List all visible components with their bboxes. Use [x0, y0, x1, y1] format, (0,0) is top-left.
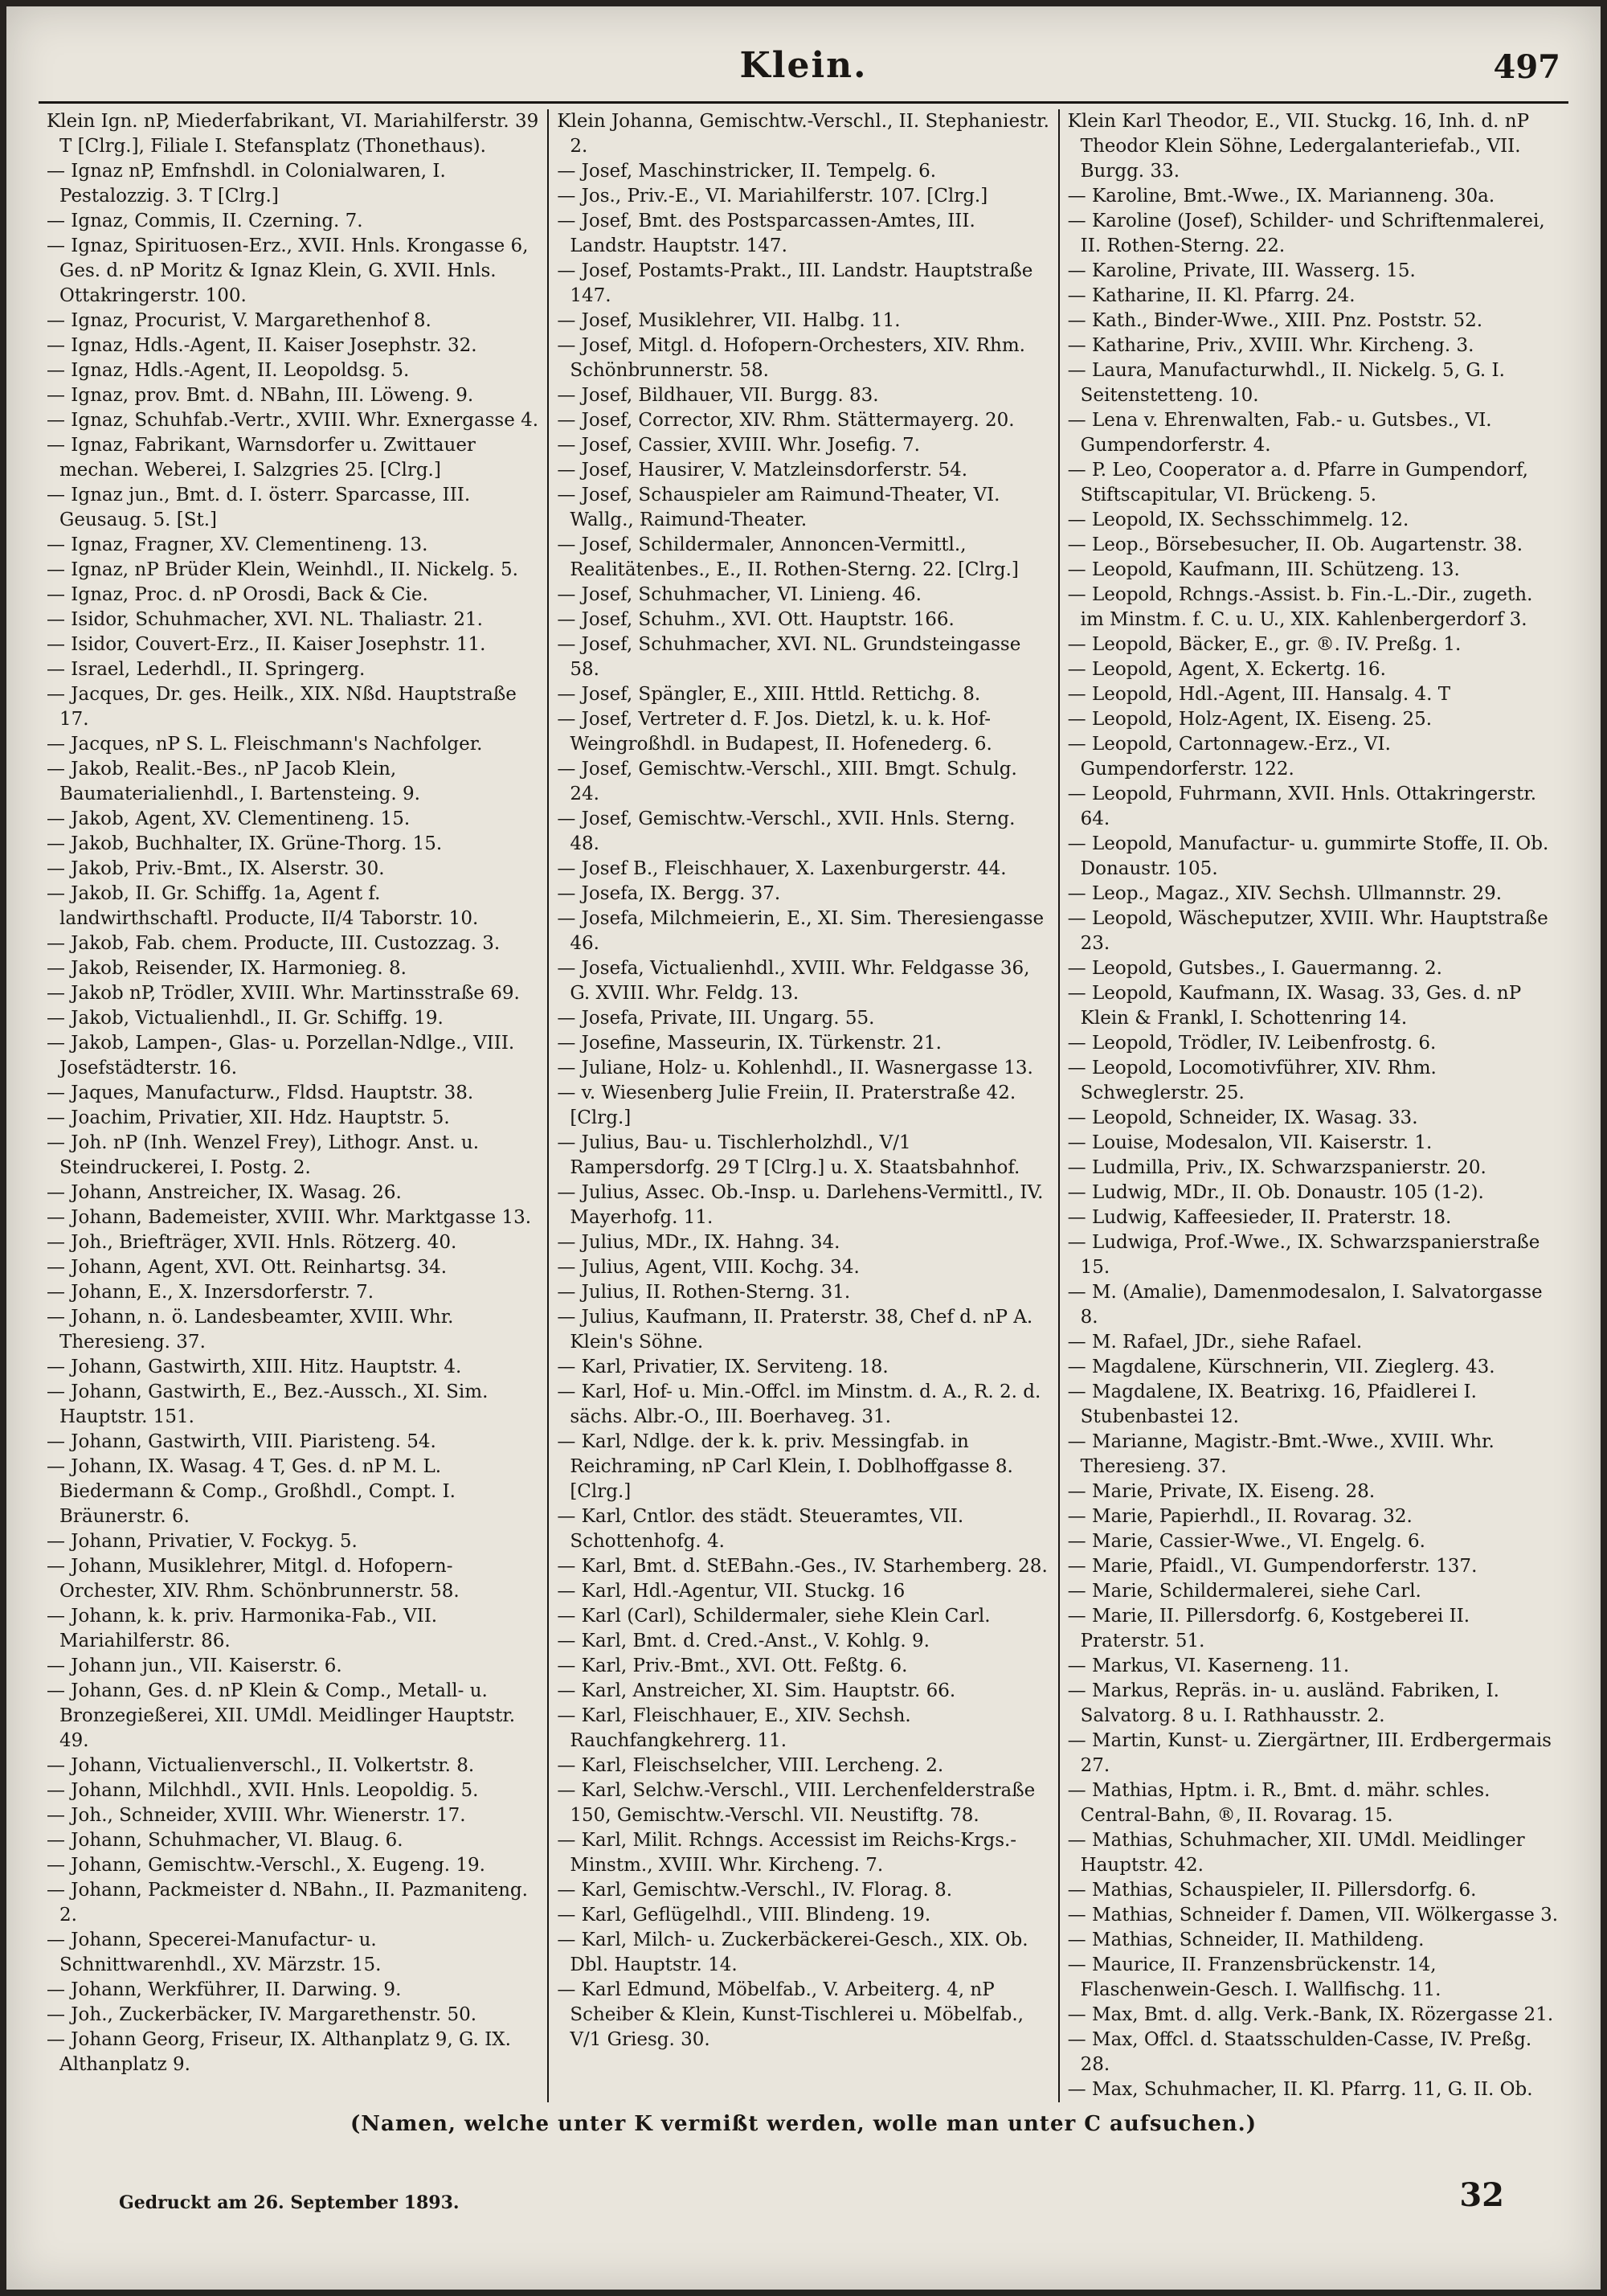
- directory-entry: — Ignaz, Proc. d. nP Orosdi, Back & Cie.: [47, 584, 428, 605]
- directory-entry: — Isidor, Schuhmacher, XVI. NL. Thaliastr. 21.: [47, 609, 483, 630]
- directory-entry: — Josef, Schuhmacher, VI. Linieng. 46.: [557, 584, 922, 605]
- directory-entry: — Ignaz, Fragner, XV. Clementineng. 13.: [47, 534, 428, 555]
- directory-entry: — Karl Edmund, Möbelfab., V. Arbeiterg. 4, nP Scheiber & Klein, Kunst-Tischlerei u. Möbelfab., V/1 Griesg. 30.: [557, 1979, 1024, 2050]
- directory-entry: Klein Ign. nP, Miederfabrikant, VI. Mariahilferstr. 39 T [Clrg.], Filiale I. Stefansplatz (Thonethaus).: [47, 111, 539, 157]
- directory-entry: — Karl, Ndlge. der k. k. priv. Messingfab. in Reichraming, nP Carl Klein, I. Doblhoffgasse 8. [Clrg.]: [557, 1431, 1013, 1502]
- directory-entry: — Katharine, Priv., XVIII. Whr. Kircheng. 3.: [1067, 335, 1474, 356]
- directory-entry: — Marie, Cassier-Wwe., VI. Engelg. 6.: [1067, 1531, 1425, 1552]
- print-date: Gedruckt am 26. September 1893.: [119, 2192, 460, 2213]
- directory-entry: — Jakob, Victualienhdl., II. Gr. Schiffg. 19.: [47, 1008, 444, 1029]
- directory-entry: — Johann, Specerei-Manufactur- u. Schnittwarenhdl., XV. Märzstr. 15.: [47, 1930, 382, 1975]
- directory-entry: — Jacques, Dr. ges. Heilk., XIX. Nßd. Hauptstraße 17.: [47, 684, 517, 730]
- directory-entry: — Joh., Zuckerbäcker, IV. Margarethenstr. 50.: [47, 2004, 477, 2025]
- column-3: [1058, 109, 1568, 2102]
- directory-entry: — Johann, Agent, XVI. Ott. Reinhartsg. 34.: [47, 1257, 448, 1278]
- directory-entry: — Josef, Mitgl. d. Hofopern-Orchesters, XIV. Rhm. Schönbrunnerstr. 58.: [557, 335, 1025, 381]
- directory-entry: — Marianne, Magistr.-Bmt.-Wwe., XVIII. Whr. Theresieng. 37.: [1067, 1431, 1495, 1477]
- directory-entry: — Josef, Bildhauer, VII. Burgg. 83.: [557, 385, 879, 406]
- directory-entry: — Ignaz, Fabrikant, Warnsdorfer u. Zwittauer mechan. Weberei, I. Salzgries 25. [Clrg.]: [47, 435, 476, 481]
- directory-entry: — Karl, Privatier, IX. Serviteng. 18.: [557, 1357, 889, 1377]
- directory-entry: — Karl, Priv.-Bmt., XVI. Ott. Feßtg. 6.: [557, 1655, 908, 1676]
- directory-entry: — Josefa, Private, III. Ungarg. 55.: [557, 1008, 875, 1029]
- directory-entry: — Josef, Gemischtw.-Verschl., XIII. Bmgt. Schulg. 24.: [557, 759, 1017, 804]
- directory-entry: — Karl, Anstreicher, XI. Sim. Hauptstr. 66.: [557, 1680, 956, 1701]
- directory-entry: — Mathias, Hptm. i. R., Bmt. d. mähr. schles. Central-Bahn, ®, II. Rovarag. 15.: [1067, 1780, 1490, 1826]
- directory-entry: — Leopold, Locomotivführer, XIV. Rhm. Schweglerstr. 25.: [1067, 1058, 1437, 1103]
- directory-entry: — Lena v. Ehrenwalten, Fab.- u. Gutsbes., VI. Gumpendorferstr. 4.: [1067, 410, 1492, 456]
- directory-entry: — Ignaz jun., Bmt. d. I. österr. Sparcasse, III. Geusaug. 5. [St.]: [47, 485, 471, 530]
- directory-entry: — Johann, Gemischtw.-Verschl., X. Eugeng. 19.: [47, 1855, 485, 1876]
- directory-entry: — M. (Amalie), Damenmodesalon, I. Salvatorgasse 8.: [1067, 1282, 1543, 1328]
- directory-entry: — Josef, Musiklehrer, VII. Halbg. 11.: [557, 310, 901, 331]
- directory-entry: — Mathias, Schneider f. Damen, VII. Wölkergasse 3.: [1067, 1905, 1559, 1926]
- directory-entry: — Johann, Milchhdl., XVII. Hnls. Leopoldig. 5.: [47, 1780, 479, 1801]
- directory-entry: — Leop., Magaz., XIV. Sechsh. Ullmannstr. 29.: [1067, 883, 1503, 904]
- directory-entry: — Ignaz, nP Brüder Klein, Weinhdl., II. Nickelg. 5.: [47, 559, 518, 580]
- directory-entry: — Maurice, II. Franzensbrückenstr. 14, Flaschenwein-Gesch. I. Wallfischg. 11.: [1067, 1954, 1441, 2000]
- directory-entry: — Katharine, II. Kl. Pfarrg. 24.: [1067, 285, 1356, 306]
- signature-number: 32: [1459, 2176, 1504, 2214]
- directory-entry: — Max, Offcl. d. Staatsschulden-Casse, IV. Preßg. 28.: [1067, 2029, 1532, 2075]
- directory-entry: — Jakob, Reisender, IX. Harmonieg. 8.: [47, 958, 407, 979]
- directory-entry: — Johann, Schuhmacher, VI. Blaug. 6.: [47, 1830, 403, 1851]
- directory-entry: — Marie, Private, IX. Eiseng. 28.: [1067, 1481, 1376, 1502]
- directory-entry: — Jacques, nP S. L. Fleischmann's Nachfolger.: [47, 734, 483, 755]
- directory-entry: — Josef, Schuhmacher, XVI. NL. Grundsteingasse 58.: [557, 634, 1021, 680]
- directory-entry: — Mathias, Schneider, II. Mathildeng.: [1067, 1930, 1425, 1950]
- directory-entry: — Kath., Binder-Wwe., XIII. Pnz. Poststr. 52.: [1067, 310, 1483, 331]
- directory-entry: — Jakob, Fab. chem. Producte, III. Custozzag. 3.: [47, 933, 501, 954]
- directory-entry: — Jakob, Lampen-, Glas- u. Porzellan-Ndlge., VIII. Josefstädterstr. 16.: [47, 1033, 515, 1078]
- directory-entry: — Josef, Hausirer, V. Matzleinsdorferstr. 54.: [557, 460, 968, 481]
- directory-entry: — Josef, Postamts-Prakt., III. Landstr. Hauptstraße 147.: [557, 260, 1033, 306]
- column-1: [39, 109, 547, 2102]
- directory-entry: — Johann, Victualienverschl., II. Volkertstr. 8.: [47, 1755, 475, 1776]
- directory-entry: — Karl, Hof- u. Min.-Offcl. im Minstm. d. A., R. 2. d. sächs. Albr.-O., III. Boerhaveg. 31.: [557, 1381, 1041, 1427]
- directory-entry: — Marie, Schildermalerei, siehe Carl.: [1067, 1581, 1421, 1602]
- directory-entry: — Jaques, Manufacturw., Fldsd. Hauptstr. 38.: [47, 1083, 474, 1103]
- directory-entry: — Karl, Gemischtw.-Verschl., IV. Florag. 8.: [557, 1880, 953, 1901]
- directory-entry: — Karoline, Bmt.-Wwe., IX. Marianneng. 30a.: [1067, 186, 1495, 207]
- footer-note: (Namen, welche unter K vermißt werden, wolle man unter C aufsuchen.): [350, 2112, 1257, 2136]
- directory-entry: — Jakob, Priv.-Bmt., IX. Alserstr. 30.: [47, 858, 385, 879]
- directory-entry: — Johann, E., X. Inzersdorferstr. 7.: [47, 1282, 374, 1303]
- directory-entry: — Leopold, Trödler, IV. Leibenfrostg. 6.: [1067, 1033, 1437, 1054]
- directory-entry: — Johann, Packmeister d. NBahn., II. Pazmaniteng. 2.: [47, 1880, 528, 1926]
- directory-entry: — Joh., Briefträger, XVII. Hnls. Rötzerg. 40.: [47, 1232, 457, 1253]
- directory-entry: — Julius, Assec. Ob.-Insp. u. Darlehens-Vermittl., IV. Mayerhofg. 11.: [557, 1182, 1044, 1228]
- directory-entry: — Karl, Bmt. d. StEBahn.-Ges., IV. Starhemberg. 28.: [557, 1556, 1048, 1577]
- directory-entry: — Jos., Priv.-E., VI. Mariahilferstr. 107. [Clrg.]: [557, 186, 988, 207]
- directory-entry: — Leopold, Rchngs.-Assist. b. Fin.-L.-Dir., zugeth. im Minstm. f. C. u. U., XIX. Kahlenbergerdorf 3.: [1067, 584, 1533, 630]
- directory-entry: — Julius, MDr., IX. Hahng. 34.: [557, 1232, 840, 1253]
- directory-entry: — Markus, Repräs. in- u. ausländ. Fabriken, I. Salvatorg. 8 u. I. Rathhausstr. 2.: [1067, 1680, 1499, 1726]
- directory-entry: — Karoline, Private, III. Wasserg. 15.: [1067, 260, 1416, 281]
- directory-entry: — Julius, Kaufmann, II. Praterstr. 38, Chef d. nP A. Klein's Söhne.: [557, 1307, 1033, 1353]
- directory-entry: — Ignaz, Procurist, V. Margarethenhof 8.: [47, 310, 431, 331]
- directory-entry: — Johann, Privatier, V. Fockyg. 5.: [47, 1531, 358, 1552]
- directory-entry: — Julius, Bau- u. Tischlerholzhdl., V/1 Rampersdorfg. 29 T [Clrg.] u. X. Staatsbahnhof.: [557, 1132, 1020, 1178]
- directory-entry: — Johann, Ges. d. nP Klein & Comp., Metall- u. Bronzegießerei, XII. UMdl. Meidlinger Hauptstr. 49.: [47, 1680, 516, 1751]
- directory-entry: — Johann, Werkführer, II. Darwing. 9.: [47, 1979, 402, 2000]
- directory-entry: — Johann, Gastwirth, XIII. Hitz. Hauptstr. 4.: [47, 1357, 462, 1377]
- directory-entry: — Johann, Gastwirth, VIII. Piaristeng. 54.: [47, 1431, 436, 1452]
- directory-entry: — Ignaz, Commis, II. Czerning. 7.: [47, 211, 363, 231]
- directory-entry: — Karl, Geflügelhdl., VIII. Blindeng. 19.: [557, 1905, 931, 1926]
- directory-entry: — Markus, VI. Kaserneng. 11.: [1067, 1655, 1350, 1676]
- directory-entry: — v. Wiesenberg Julie Freiin, II. Praterstraße 42. [Clrg.]: [557, 1083, 1016, 1128]
- directory-entry: — Josef, Schuhm., XVI. Ott. Hauptstr. 166.: [557, 609, 955, 630]
- directory-entry: — Leopold, Schneider, IX. Wasag. 33.: [1067, 1107, 1418, 1128]
- directory-entry: — Johann, Bademeister, XVIII. Whr. Marktgasse 13.: [47, 1207, 532, 1228]
- directory-entry: Klein Karl Theodor, E., VII. Stuckg. 16, Inh. d. nP Theodor Klein Söhne, Ledergalanteriefab., VII. Burgg. 33.: [1067, 111, 1530, 182]
- directory-entry: — Josef, Cassier, XVIII. Whr. Josefig. 7.: [557, 435, 920, 456]
- directory-entry: — Karl, Milch- u. Zuckerbäckerei-Gesch., XIX. Ob. Dbl. Hauptstr. 14.: [557, 1930, 1028, 1975]
- directory-entry: — Karl, Fleischselcher, VIII. Lercheng. 2.: [557, 1755, 944, 1776]
- directory-entry: — Josef, Bmt. des Postsparcassen-Amtes, III. Landstr. Hauptstr. 147.: [557, 211, 975, 256]
- directory-entry: — Ignaz, Spirituosen-Erz., XVII. Hnls. Krongasse 6, Ges. d. nP Moritz & Ignaz Klein, G. XVII. Hnls. Ottakringerstr. 100.: [47, 235, 529, 306]
- directory-entry: — Josefa, IX. Bergg. 37.: [557, 883, 781, 904]
- directory-entry: — Mathias, Schauspieler, II. Pillersdorfg. 6.: [1067, 1880, 1477, 1901]
- directory-entry: — Karl, Fleischhauer, E., XIV. Sechsh. Rauchfangkehrerg. 11.: [557, 1705, 911, 1751]
- directory-page: [6, 6, 1601, 2290]
- directory-entry: — Leopold, Hdl.-Agent, III. Hansalg. 4. T: [1067, 684, 1451, 705]
- directory-entry: — Josefa, Milchmeierin, E., XI. Sim. Theresiengasse 46.: [557, 908, 1045, 954]
- directory-entry: — Josefine, Masseurin, IX. Türkenstr. 21.: [557, 1033, 942, 1054]
- directory-entry: — Johann Georg, Friseur, IX. Althanplatz 9, G. IX. Althanplatz 9.: [47, 2029, 511, 2075]
- directory-entry: — Martin, Kunst- u. Ziergärtner, III. Erdbergermais 27.: [1067, 1730, 1552, 1776]
- directory-entry: — Israel, Lederhdl., II. Springerg.: [47, 659, 366, 680]
- directory-entry: — Josef, Schildermaler, Annoncen-Vermittl., Realitätenbes., E., II. Rothen-Sterng. 22. [Clrg.]: [557, 534, 1019, 580]
- directory-entry: — Josef B., Fleischhauer, X. Laxenburgerstr. 44.: [557, 858, 1007, 879]
- directory-entry: — Josefa, Victualienhdl., XVIII. Whr. Feldgasse 36, G. XVIII. Whr. Feldg. 13.: [557, 958, 1030, 1004]
- directory-entry: — Josef, Spängler, E., XIII. Httld. Rettichg. 8.: [557, 684, 981, 705]
- directory-entry: — Josef, Corrector, XIV. Rhm. Stättermayerg. 20.: [557, 410, 1015, 431]
- directory-entry: — Joh. nP (Inh. Wenzel Frey), Lithogr. Anst. u. Steindruckerei, I. Postg. 2.: [47, 1132, 480, 1178]
- directory-entry: — Leopold, Gutsbes., I. Gauermanng. 2.: [1067, 958, 1442, 979]
- directory-entry: — Isidor, Couvert-Erz., II. Kaiser Josephstr. 11.: [47, 634, 486, 655]
- header-rule: [39, 101, 1568, 104]
- directory-entry: — Johann, IX. Wasag. 4 T, Ges. d. nP M. L. Biedermann & Comp., Großhdl., Compt. I. Bräunerstr. 6.: [47, 1456, 456, 1527]
- directory-entry: — Marie, Pfaidl., VI. Gumpendorferstr. 137.: [1067, 1556, 1478, 1577]
- directory-entry: — Jakob, Agent, XV. Clementineng. 15.: [47, 808, 411, 829]
- page-title: Klein.: [739, 45, 868, 86]
- directory-entry: — Leopold, Fuhrmann, XVII. Hnls. Ottakringerstr. 64.: [1067, 784, 1537, 829]
- directory-entry: — Karl, Bmt. d. Cred.-Anst., V. Kohlg. 9.: [557, 1631, 930, 1651]
- directory-entry: — Josef, Gemischtw.-Verschl., XVII. Hnls. Sterng. 48.: [557, 808, 1016, 854]
- directory-entry: — Karl (Carl), Schildermaler, siehe Klein Carl.: [557, 1606, 991, 1627]
- directory-entry: — Mathias, Schuhmacher, XII. UMdl. Meidlinger Hauptstr. 42.: [1067, 1830, 1525, 1876]
- directory-entry: — Julius, Agent, VIII. Kochg. 34.: [557, 1257, 860, 1278]
- directory-entry: — Ludwig, Kaffeesieder, II. Praterstr. 18.: [1067, 1207, 1452, 1228]
- directory-entry: — Karl, Milit. Rchngs. Accessist im Reichs-Krgs.-Minstm., XVIII. Whr. Kircheng. 7.: [557, 1830, 1017, 1876]
- directory-entry: — Ludwiga, Prof.-Wwe., IX. Schwarzspanierstraße 15.: [1067, 1232, 1540, 1278]
- directory-entry: — Joh., Schneider, XVIII. Whr. Wienerstr. 17.: [47, 1805, 466, 1826]
- directory-entry: — Magdalene, Kürschnerin, VII. Zieglerg. 43.: [1067, 1357, 1495, 1377]
- directory-entry: — Leopold, Agent, X. Eckertg. 16.: [1067, 659, 1386, 680]
- directory-entry: — P. Leo, Cooperator a. d. Pfarre in Gumpendorf, Stiftscapitular, VI. Brückeng. 5.: [1067, 460, 1528, 505]
- directory-entry: — Juliane, Holz- u. Kohlenhdl., II. Wasnergasse 13.: [557, 1058, 1033, 1078]
- directory-entry: — Max, Schuhmacher, II. Kl. Pfarrg. 11, G. II. Ob.: [1067, 2079, 1533, 2100]
- directory-entry: — Ignaz, Hdls.-Agent, II. Leopoldsg. 5.: [47, 360, 410, 381]
- directory-entry: — Leopold, Cartonnagew.-Erz., VI. Gumpendorferstr. 122.: [1067, 734, 1391, 780]
- directory-entry: — Johann, Anstreicher, IX. Wasag. 26.: [47, 1182, 402, 1203]
- directory-entry: — Jakob, Realit.-Bes., nP Jacob Klein, Baumaterialienhdl., I. Bartensteing. 9.: [47, 759, 420, 804]
- directory-entry: — Leopold, Kaufmann, III. Schützeng. 13.: [1067, 559, 1460, 580]
- column-2: [547, 109, 1057, 2102]
- directory-entry: — Magdalene, IX. Beatrixg. 16, Pfaidlerei I. Stubenbastei 12.: [1067, 1381, 1477, 1427]
- directory-entry: — Jakob, Buchhalter, IX. Grüne-Thorg. 15.: [47, 833, 443, 854]
- directory-entry: — Leopold, Bäcker, E., gr. ®. IV. Preßg. 1.: [1067, 634, 1462, 655]
- directory-entry: — Joachim, Privatier, XII. Hdz. Hauptstr. 5.: [47, 1107, 450, 1128]
- directory-entry: — Leopold, Kaufmann, IX. Wasag. 33, Ges. d. nP Klein & Frankl, I. Schottenring 14.: [1067, 983, 1522, 1029]
- directory-entry: — Ludmilla, Priv., IX. Schwarzspanierstr. 20.: [1067, 1157, 1486, 1178]
- directory-entry: — Karl, Selchw.-Verschl., VIII. Lerchenfelderstraße 150, Gemischtw.-Verschl. VII. Neustiftg. 78.: [557, 1780, 1036, 1826]
- directory-entry: — Marie, II. Pillersdorfg. 6, Kostgeberei II. Praterstr. 51.: [1067, 1606, 1470, 1651]
- directory-entry: — Josef, Vertreter d. F. Jos. Dietzl, k. u. k. Hof-Weingroßhdl. in Budapest, II. Hofenederg. 6.: [557, 709, 992, 755]
- directory-entry: — Johann, n. ö. Landesbeamter, XVIII. Whr. Theresieng. 37.: [47, 1307, 454, 1353]
- directory-entry: — Marie, Papierhdl., II. Rovarag. 32.: [1067, 1506, 1413, 1527]
- directory-entry: — M. Rafael, JDr., siehe Rafael.: [1067, 1332, 1363, 1353]
- directory-entry: — Johann, k. k. priv. Harmonika-Fab., VII. Mariahilferstr. 86.: [47, 1606, 438, 1651]
- directory-entry: — Ignaz, Hdls.-Agent, II. Kaiser Josephstr. 32.: [47, 335, 477, 356]
- directory-entry: — Karoline (Josef), Schilder- und Schriftenmalerei, II. Rothen-Sterng. 22.: [1067, 211, 1545, 256]
- directory-entry: — Ludwig, MDr., II. Ob. Donaustr. 105 (1-2).: [1067, 1182, 1484, 1203]
- directory-entry: — Jakob nP, Trödler, XVIII. Whr. Martinsstraße 69.: [47, 983, 520, 1004]
- directory-entry: — Ignaz nP, Emfnshdl. in Colonialwaren, I. Pestalozzig. 3. T [Clrg.]: [47, 161, 446, 207]
- directory-entry: — Johann, Gastwirth, E., Bez.-Aussch., XI. Sim. Hauptstr. 151.: [47, 1381, 489, 1427]
- directory-entry: — Johann jun., VII. Kaiserstr. 6.: [47, 1655, 342, 1676]
- directory-entry: — Jakob, II. Gr. Schiffg. 1a, Agent f. landwirthschaftl. Producte, II/4 Taborstr. 10.: [47, 883, 479, 929]
- directory-entry: — Josef, Maschinstricker, II. Tempelg. 6.: [557, 161, 937, 182]
- directory-entry: — Leopold, Holz-Agent, IX. Eiseng. 25.: [1067, 709, 1433, 730]
- directory-entry: Klein Johanna, Gemischtw.-Verschl., II. Stephaniestr. 2.: [557, 111, 1049, 157]
- directory-entry: — Ignaz, Schuhfab.-Vertr., XVIII. Whr. Exnergasse 4.: [47, 410, 539, 431]
- directory-entry: — Johann, Musiklehrer, Mitgl. d. Hofopern-Orchester, XIV. Rhm. Schönbrunnerstr. 58.: [47, 1556, 460, 1602]
- directory-entry: — Louise, Modesalon, VII. Kaiserstr. 1.: [1067, 1132, 1433, 1153]
- directory-entry: — Leopold, IX. Sechsschimmelg. 12.: [1067, 510, 1409, 530]
- directory-entry: — Leopold, Wäscheputzer, XVIII. Whr. Hauptstraße 23.: [1067, 908, 1548, 954]
- directory-entry: — Karl, Hdl.-Agentur, VII. Stuckg. 16: [557, 1581, 906, 1602]
- directory-entry: — Leopold, Manufactur- u. gummirte Stoffe, II. Ob. Donaustr. 105.: [1067, 833, 1549, 879]
- directory-entry: — Laura, Manufacturwhdl., II. Nickelg. 5, G. I. Seitenstetteng. 10.: [1067, 360, 1505, 406]
- directory-entry: — Karl, Cntlor. des städt. Steueramtes, VII. Schottenhofg. 4.: [557, 1506, 964, 1552]
- entry-columns: [39, 109, 1568, 2102]
- directory-entry: — Josef, Schauspieler am Raimund-Theater, VI. Wallg., Raimund-Theater.: [557, 485, 1000, 530]
- directory-entry: — Leop., Börsebesucher, II. Ob. Augartenstr. 38.: [1067, 534, 1523, 555]
- directory-entry: — Julius, II. Rothen-Sterng. 31.: [557, 1282, 851, 1303]
- directory-entry: — Max, Bmt. d. allg. Verk.-Bank, IX. Rözergasse 21.: [1067, 2004, 1554, 2025]
- directory-entry: — Ignaz, prov. Bmt. d. NBahn, III. Löweng. 9.: [47, 385, 474, 406]
- page-number: 497: [1493, 48, 1560, 86]
